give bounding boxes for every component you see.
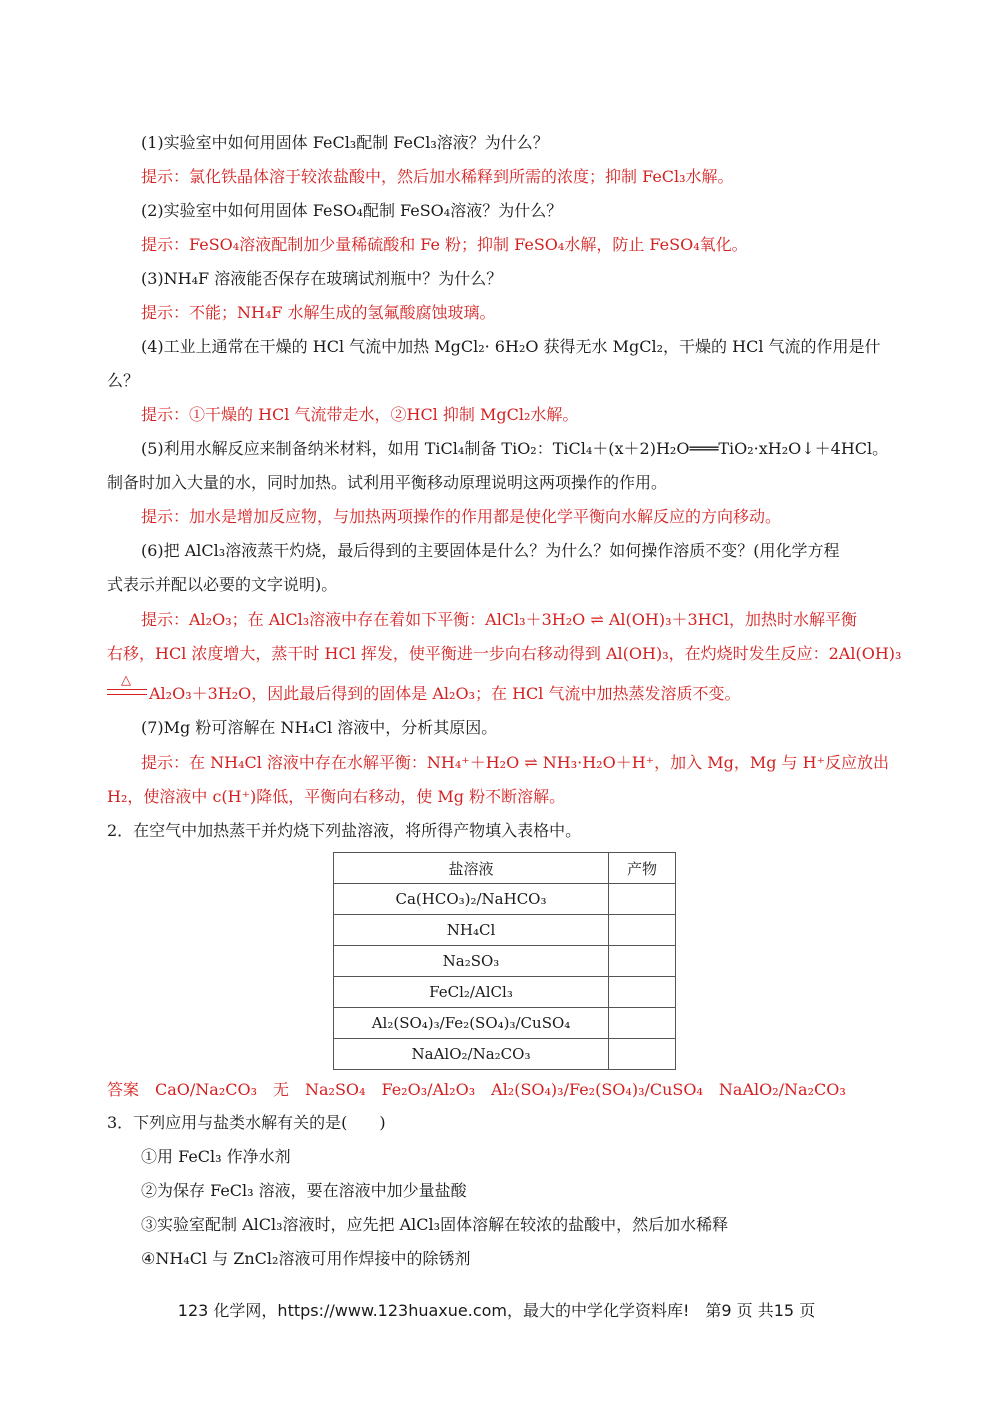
option-1: ①用 FeCl₃ 作净水剂 [141, 1147, 291, 1166]
hint-7-line2: H₂，使溶液中 c(H⁺)降低，平衡向右移动，使 Mg 粉不断溶解。 [107, 787, 566, 806]
table-row [334, 946, 676, 977]
table-row [334, 915, 676, 946]
option-2: ②为保存 FeCl₃ 溶液，要在溶液中加少量盐酸 [141, 1181, 467, 1200]
table-cell-product [609, 1008, 676, 1039]
table-row [334, 977, 676, 1008]
hint-6-line3: Al₂O₃＋3H₂O，因此最后得到的固体是 Al₂O₃；在 HCl 气流中加热蒸发溶质不变。 [149, 684, 741, 703]
question-5-line2: 制备时加入大量的水，同时加热。试利用平衡移动原理说明这两项操作的作用。 [107, 473, 668, 492]
table-row [334, 1008, 676, 1039]
hint-6-line2: 右移，HCl 浓度增大，蒸干时 HCl 挥发，使平衡进一步向右移动得到 Al(OH)₃，在灼烧时发生反应：2Al(OH)₃ [107, 644, 902, 663]
hint-6-line1: 提示：Al₂O₃；在 AlCl₃溶液中存在着如下平衡：AlCl₃＋3H₂O ⇌ Al(OH)₃＋3HCl，加热时水解平衡 [141, 610, 857, 629]
question-3: (3)NH₄F 溶液能否保存在玻璃试剂瓶中？为什么？ [141, 269, 503, 288]
salt-solution-table [333, 852, 676, 1070]
table-cell-salt: NH₄Cl [334, 915, 609, 946]
table-cell-product [609, 1039, 676, 1070]
header-product: 产物 [609, 853, 676, 884]
question-2: (2)实验室中如何用固体 FeSO₄配制 FeSO₄溶液？为什么？ [141, 201, 563, 220]
hint-2: 提示：FeSO₄溶液配制加少量稀硫酸和 Fe 粉；抑制 FeSO₄水解，防止 FeSO₄氧化。 [141, 235, 748, 254]
hint-1: 提示：氯化铁晶体溶于较浓盐酸中，然后加水稀释到所需的浓度；抑制 FeCl₃水解。 [141, 167, 734, 186]
question-4-line1: (4)工业上通常在干燥的 HCl 气流中加热 MgCl₂· 6H₂O 获得无水 MgCl₂，干燥的 HCl 气流的作用是什 [141, 337, 881, 356]
page-footer: 123 化学网，https://www.123huaxue.com，最大的中学化学资料库! 第9 页 共15 页 [177, 1301, 816, 1320]
answer-line: 答案 CaO/Na₂CO₃ 无 Na₂SO₄ Fe₂O₃/Al₂O₃ Al₂(SO₄)₃/Fe₂(SO₄)₃/CuSO₄ NaAlO₂/Na₂CO₃ [107, 1080, 846, 1099]
table-cell-product [609, 977, 676, 1008]
header-salt-solution: 盐溶液 [334, 853, 609, 884]
option-3: ③实验室配制 AlCl₃溶液时，应先把 AlCl₃固体溶解在较浓的盐酸中，然后加水稀释 [141, 1215, 729, 1234]
option-4: ④NH₄Cl 与 ZnCl₂溶液可用作焊接中的除锈剂 [141, 1249, 471, 1268]
question-6-line1: (6)把 AlCl₃溶液蒸干灼烧，最后得到的主要固体是什么？为什么？如何操作溶质不变？(用化学方程 [141, 541, 840, 560]
problem-2: 2．在空气中加热蒸干并灼烧下列盐溶液，将所得产物填入表格中。 [107, 821, 582, 840]
question-4-line2: 么？ [107, 371, 140, 390]
table-cell-product [609, 884, 676, 915]
table-cell-salt: Na₂SO₃ [334, 946, 609, 977]
question-6-line2: 式表示并配以必要的文字说明)。 [107, 575, 338, 594]
table-header-row [334, 853, 676, 884]
reaction-equals-sign [107, 689, 147, 695]
question-1: (1)实验室中如何用固体 FeCl₃配制 FeCl₃溶液？为什么？ [141, 133, 549, 152]
table-row [334, 1039, 676, 1070]
table-cell-salt: Ca(HCO₃)₂/NaHCO₃ [334, 884, 609, 915]
hint-3: 提示：不能；NH₄F 水解生成的氢氟酸腐蚀玻璃。 [141, 303, 496, 322]
table-cell-product [609, 946, 676, 977]
question-7: (7)Mg 粉可溶解在 NH₄Cl 溶液中，分析其原因。 [141, 718, 498, 737]
table-cell-salt: Al₂(SO₄)₃/Fe₂(SO₄)₃/CuSO₄ [334, 1008, 609, 1039]
table-cell-salt: NaAlO₂/Na₂CO₃ [334, 1039, 609, 1070]
table-cell-product [609, 915, 676, 946]
problem-3: 3．下列应用与盐类水解有关的是( ) [107, 1113, 386, 1132]
table-row [334, 884, 676, 915]
table-cell-salt: FeCl₂/AlCl₃ [334, 977, 609, 1008]
question-5-line1: (5)利用水解反应来制备纳米材料，如用 TiCl₄制备 TiO₂：TiCl₄＋(x＋2)H₂O═══TiO₂·xH₂O↓＋4HCl。 [141, 439, 889, 458]
hint-5: 提示：加水是增加反应物，与加热两项操作的作用都是使化学平衡向水解反应的方向移动。 [141, 507, 782, 526]
hint-7-line1: 提示：在 NH₄Cl 溶液中存在水解平衡：NH₄⁺＋H₂O ⇌ NH₃·H₂O＋H⁺，加入 Mg，Mg 与 H⁺反应放出 [141, 753, 890, 772]
hint-4: 提示：①干燥的 HCl 气流带走水，②HCl 抑制 MgCl₂水解。 [141, 405, 579, 424]
heat-triangle: △ [121, 673, 131, 688]
